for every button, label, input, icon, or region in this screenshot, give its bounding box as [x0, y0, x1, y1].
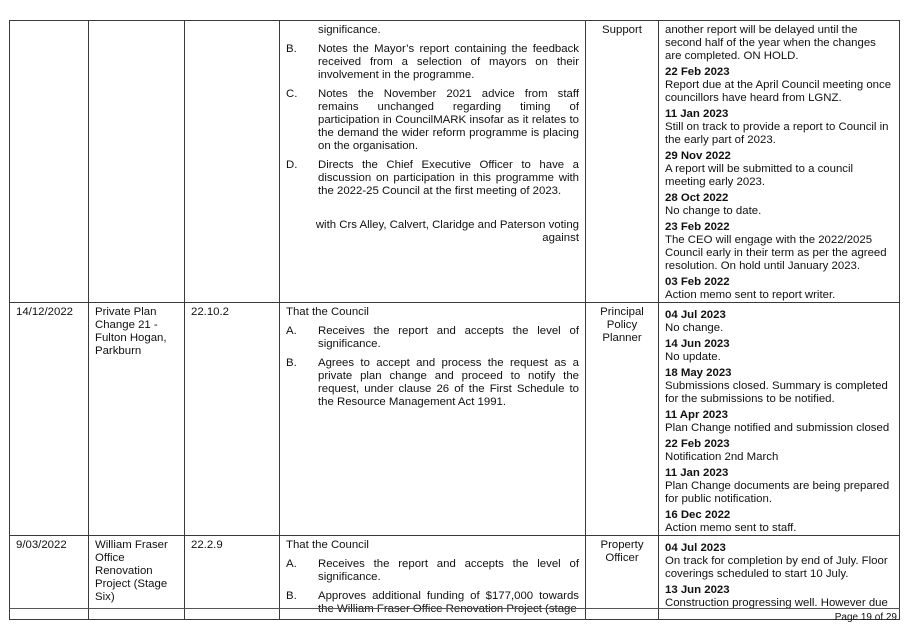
- update-text: No update.: [665, 351, 721, 363]
- update-date: 22 Feb 2023: [665, 66, 730, 78]
- report-title: [89, 536, 184, 604]
- report-title-line: Change 21 -: [95, 319, 158, 331]
- update-date: 13 Jun 2023: [665, 584, 730, 596]
- date-cell: [10, 303, 89, 536]
- progress-cell: [659, 21, 900, 303]
- progress-update: [665, 409, 893, 435]
- officer-line: Principal: [600, 306, 644, 318]
- progress-update: [665, 467, 893, 506]
- item-ref: 22.10.2: [191, 306, 230, 318]
- update-text: Report due at the April Council meeting once councillors have heard from LGNZ.: [665, 79, 892, 104]
- responsible-officer: [586, 21, 658, 37]
- table-row: [10, 303, 900, 536]
- progress-update: [665, 309, 893, 335]
- progress-update: [665, 276, 893, 302]
- officer-line: Planner: [602, 332, 642, 344]
- clause-letter: B.: [286, 357, 297, 369]
- report-title-line: Office: [95, 552, 125, 564]
- officer-cell: [586, 536, 659, 620]
- resolution-cell: [280, 536, 586, 620]
- resolution: [280, 21, 585, 245]
- vote-note-line: with Crs Alley, Calvert, Claridge and Paterson voting: [315, 219, 579, 231]
- report-title-line: Parkburn: [95, 345, 142, 357]
- update-date: 16 Dec 2022: [665, 509, 731, 521]
- meeting-date: 9/03/2022: [16, 539, 67, 551]
- report-title-line: Fulton Hogan,: [95, 332, 167, 344]
- update-date: 29 Nov 2022: [665, 150, 731, 162]
- item-ref-cell: [185, 21, 280, 303]
- update-text: Construction progressing well. However due: [665, 597, 888, 609]
- item-ref-cell: [185, 303, 280, 536]
- progress-update: [665, 367, 893, 406]
- report-title: [89, 21, 184, 24]
- update-date: 22 Feb 2023: [665, 438, 730, 450]
- progress-update: [665, 338, 893, 364]
- update-text: Plan Change documents are being prepared for public notification.: [665, 480, 890, 505]
- clause-letter: C.: [286, 88, 298, 100]
- resolution-clause: [286, 43, 579, 82]
- progress-update: [665, 66, 893, 105]
- progress-update: [665, 509, 893, 535]
- item-ref: [185, 21, 279, 24]
- resolution-intro: That the Council: [286, 306, 369, 318]
- clause-letter: B.: [286, 43, 297, 55]
- resolution-clause: [286, 558, 579, 584]
- progress-update: [665, 192, 893, 218]
- resolution-intro: That the Council: [286, 539, 369, 551]
- resolution-clause: [286, 357, 579, 409]
- update-date: 11 Jan 2023: [665, 108, 729, 120]
- date-cell: [10, 21, 89, 303]
- progress-update: [665, 584, 893, 610]
- clause-text: Notes the November 2021 advice from staff remains unchanged regarding timing of participation in CouncilMARK insofar as it relates to the demand the wider reform programme is placing on the organisation.: [318, 88, 579, 152]
- clause-text: Notes the Mayor’s report containing the feedback received from a selection of mayors on their involvement in the programme.: [318, 43, 579, 81]
- officer-line: Support: [602, 24, 642, 36]
- progress-update: [665, 108, 893, 147]
- update-text: No change.: [665, 322, 724, 334]
- report-title-line: Renovation: [95, 565, 153, 577]
- resolution: [280, 536, 585, 616]
- officer-cell: [586, 303, 659, 536]
- officer-line: Officer: [605, 552, 639, 564]
- update-text: Notification 2nd March: [665, 451, 779, 463]
- update-text: The CEO will engage with the 2022/2025 Council early in their term as per the agreed resolution. On hold until January 2023.: [665, 234, 887, 272]
- update-text: Submissions closed. Summary is completed for the submissions to be notified.: [665, 380, 888, 405]
- report-title-cell: [89, 21, 185, 303]
- resolution-clause: [286, 159, 579, 198]
- update-text: Action memo sent to report writer.: [665, 289, 836, 301]
- progress-cell: [659, 536, 900, 620]
- progress-update: [665, 438, 893, 464]
- progress-updates: [659, 303, 899, 535]
- date-cell: [10, 536, 89, 620]
- clause-letter: A.: [286, 558, 297, 570]
- progress-continued-text: another report will be delayed until the second half of the year when the changes are completed. ON HOLD.: [665, 24, 876, 62]
- report-title-line: William Fraser: [95, 539, 168, 551]
- table-row: [10, 21, 900, 303]
- update-text: No change to date.: [665, 205, 762, 217]
- resolution: [280, 303, 585, 409]
- progress-updates: [659, 536, 899, 610]
- progress-update: [665, 150, 893, 189]
- resolution-cell: [280, 21, 586, 303]
- update-date: 04 Jul 2023: [665, 309, 726, 321]
- clause-text: Receives the report and accepts the level of significance.: [318, 558, 579, 583]
- resolution-clause: [286, 325, 579, 351]
- vote-note: [286, 219, 579, 245]
- progress-cell: [659, 303, 900, 536]
- update-text: A report will be submitted to a council meeting early 2023.: [665, 163, 854, 188]
- report-title-line: Project (Stage: [95, 578, 168, 590]
- report-title-cell: [89, 536, 185, 620]
- footer-divider: [9, 608, 900, 609]
- item-ref-cell: [185, 536, 280, 620]
- officer-cell: [586, 21, 659, 303]
- update-text: Plan Change notified and submission closed: [665, 422, 890, 434]
- update-text: Still on track to provide a report to Council in the early part of 2023.: [665, 121, 889, 146]
- clause-letter: B.: [286, 590, 297, 602]
- update-date: 11 Jan 2023: [665, 467, 729, 479]
- clause-text: Approves additional funding of $177,000 towards the William Fraser Office Renovation Project (stage: [318, 590, 579, 615]
- resolution-cell: [280, 303, 586, 536]
- item-ref: 22.2.9: [191, 539, 223, 551]
- meeting-date: [10, 21, 88, 24]
- update-text: Action memo sent to staff.: [665, 522, 797, 534]
- resolution-continued-text: significance.: [318, 24, 381, 36]
- resolutions-table: [9, 20, 900, 620]
- officer-line: Policy: [606, 319, 638, 331]
- resolution-clause: [286, 590, 579, 616]
- report-title-line: Private Plan: [95, 306, 157, 318]
- report-title-cell: [89, 303, 185, 536]
- progress-update: [665, 221, 893, 273]
- clause-text: Directs the Chief Executive Officer to have a discussion on participation in this programme with the 2022-25 Council at the first meeting of 2023.: [318, 159, 579, 197]
- responsible-officer: [586, 303, 658, 345]
- update-date: 23 Feb 2022: [665, 221, 730, 233]
- update-date: 14 Jun 2023: [665, 338, 730, 350]
- resolution-clause: [286, 88, 579, 153]
- update-date: 04 Jul 2023: [665, 542, 726, 554]
- clause-letter: D.: [286, 159, 298, 171]
- progress-update: [665, 542, 893, 581]
- responsible-officer: [586, 536, 658, 565]
- clause-text: Agrees to accept and process the request as a private plan change and proceed to notify the request, under clause 26 of the First Schedule to the Resource Management Act 1991.: [318, 357, 579, 408]
- officer-line: Property: [600, 539, 644, 551]
- meeting-date: 14/12/2022: [16, 306, 74, 318]
- update-text: On track for completion by end of July. Floor coverings scheduled to start 10 July.: [665, 555, 888, 580]
- clause-letter: A.: [286, 325, 297, 337]
- vote-note-line: against: [542, 232, 579, 244]
- table-row: [10, 536, 900, 620]
- update-date: 28 Oct 2022: [665, 192, 729, 204]
- report-title: [89, 303, 184, 358]
- report-title-line: Six): [95, 591, 115, 603]
- update-date: 18 May 2023: [665, 367, 732, 379]
- page-number: Page 19 of 29: [834, 612, 897, 623]
- update-date: 11 Apr 2023: [665, 409, 728, 421]
- clause-text: Receives the report and accepts the level of significance.: [318, 325, 579, 350]
- progress-updates: [659, 21, 899, 302]
- update-date: 03 Feb 2022: [665, 276, 730, 288]
